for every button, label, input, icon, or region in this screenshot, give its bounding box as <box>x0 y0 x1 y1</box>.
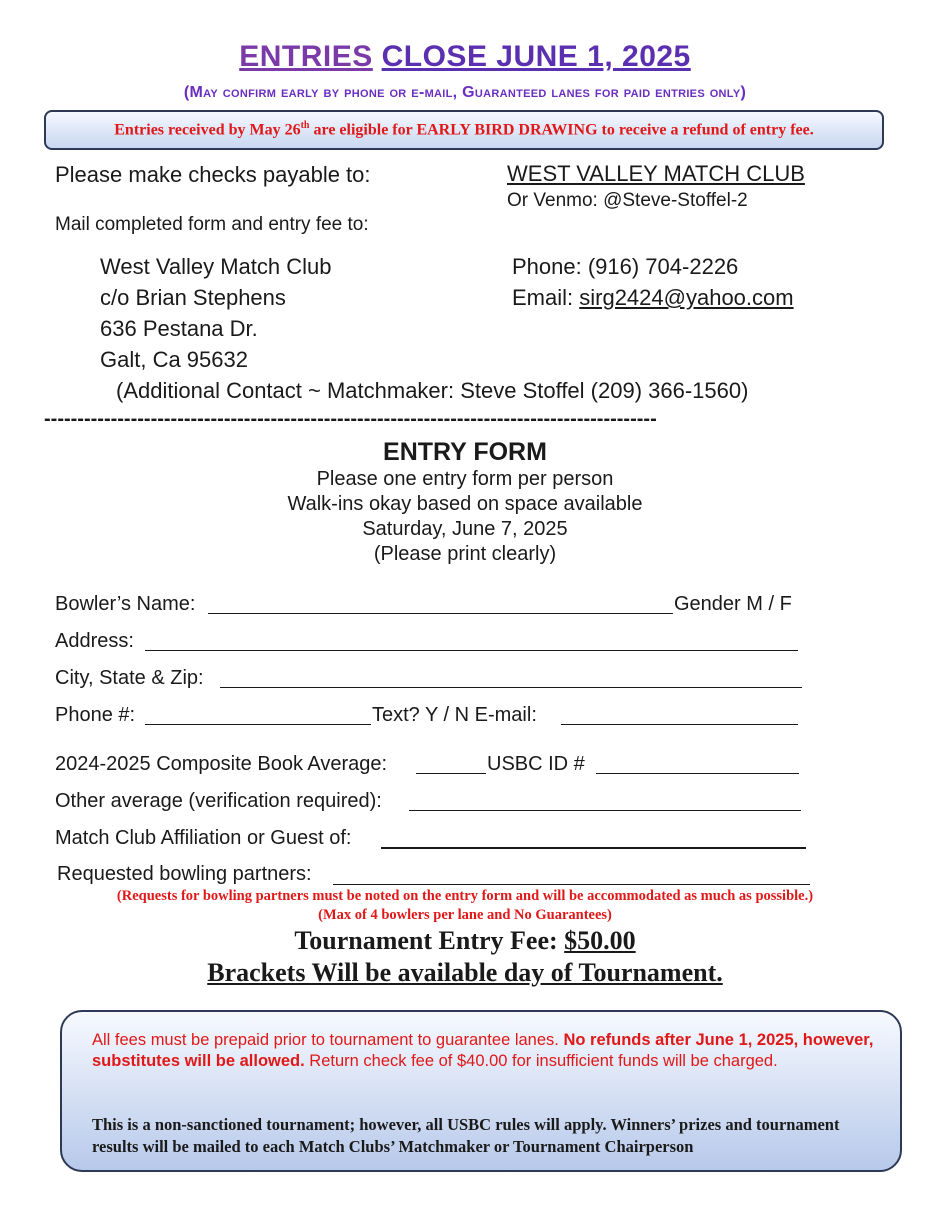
club-name: WEST VALLEY MATCH CLUB <box>507 161 805 186</box>
sanction-notice: This is a non-sanctioned tournament; however, all USBC rules will apply. Winners’ prizes and tournament results will be mailed to each Match Clubs’ Matchmaker or Tournament Chairperson <box>92 1115 840 1156</box>
affiliation-label: Match Club Affiliation or Guest of: <box>55 827 352 849</box>
max-bowlers-note: (Max of 4 bowlers per lane and No Guarantees) <box>318 907 612 923</box>
title-entries: ENTRIES <box>239 40 373 73</box>
page-title <box>0 40 930 74</box>
usbc-id-field[interactable] <box>596 755 799 774</box>
address-line-2: c/o Brian Stephens <box>100 285 286 310</box>
bowler-name-field[interactable] <box>208 595 673 614</box>
text-email-label: Text? Y / N E-mail: <box>372 704 537 726</box>
address-label: Address: <box>55 630 134 652</box>
entry-form-line-1: Please one entry form per person <box>316 468 614 490</box>
mail-label: Mail completed form and entry fee to: <box>55 214 369 235</box>
email-contact: Email: sirg2424@yahoo.com <box>512 285 794 310</box>
additional-contact: (Additional Contact ~ Matchmaker: Steve Stoffel (209) 366-1560) <box>116 378 749 403</box>
partners-field[interactable] <box>333 866 810 885</box>
partners-note: (Requests for bowling partners must be noted on the entry form and will be accommodated as much as possible.) <box>116 888 814 904</box>
other-average-label: Other average (verification required): <box>55 790 382 812</box>
entry-form-line-3: Saturday, June 7, 2025 <box>362 518 568 540</box>
subtitle: (May confirm early by phone or e-mail, Guaranteed lanes for paid entries only) <box>183 84 747 101</box>
other-average-field[interactable] <box>409 792 801 811</box>
checks-label: Please make checks payable to: <box>55 162 371 187</box>
policy-box <box>60 1010 902 1172</box>
phone-label: Phone #: <box>55 704 136 726</box>
brackets-note: Brackets Will be available day of Tournament. <box>207 958 723 987</box>
title-close-date: CLOSE JUNE 1, 2025 <box>381 40 691 73</box>
phone-field[interactable] <box>145 706 371 725</box>
banner-text: Entries received by May 26th are eligible for EARLY BIRD DRAWING to receive a refund of entry fee. <box>114 120 814 139</box>
address-line-1: West Valley Match Club <box>100 254 332 279</box>
entry-form-line-4: (Please print clearly) <box>373 543 557 565</box>
email-link[interactable]: sirg2424@yahoo.com <box>579 285 794 310</box>
composite-average-field[interactable] <box>416 755 486 774</box>
entry-fee: Tournament Entry Fee: $50.00 <box>294 926 636 955</box>
divider: -------------------------------------------------------------------------------------------- <box>44 408 657 430</box>
phone-contact: Phone: (916) 704-2226 <box>512 254 739 279</box>
partners-label: Requested bowling partners: <box>57 863 312 885</box>
city-state-zip-field[interactable] <box>220 669 802 688</box>
venmo: Or Venmo: @Steve-Stoffel-2 <box>507 190 748 211</box>
address-line-4: Galt, Ca 95632 <box>100 347 248 372</box>
fees-policy: All fees must be prepaid prior to tournament to guarantee lanes. No refunds after June 1, 2025, however, substitutes will be allowed. Return check fee of $40.00 for insufficient funds will be charged. <box>92 1031 874 1070</box>
composite-average-label: 2024-2025 Composite Book Average: <box>55 753 388 775</box>
entry-fee-amount: $50.00 <box>564 926 636 955</box>
early-bird-banner <box>44 110 884 150</box>
email-field[interactable] <box>561 706 798 725</box>
address-line-3: 636 Pestana Dr. <box>100 316 258 341</box>
usbc-id-label: USBC ID # <box>487 753 585 775</box>
affiliation-field[interactable] <box>381 829 806 849</box>
city-state-zip-label: City, State & Zip: <box>55 667 204 689</box>
entry-form-heading: ENTRY FORM <box>383 438 547 466</box>
address-field[interactable] <box>145 632 798 651</box>
bowler-name-label: Bowler’s Name: <box>55 593 196 615</box>
gender-label: Gender M / F <box>674 593 792 615</box>
entry-form-line-2: Walk-ins okay based on space available <box>287 493 643 515</box>
